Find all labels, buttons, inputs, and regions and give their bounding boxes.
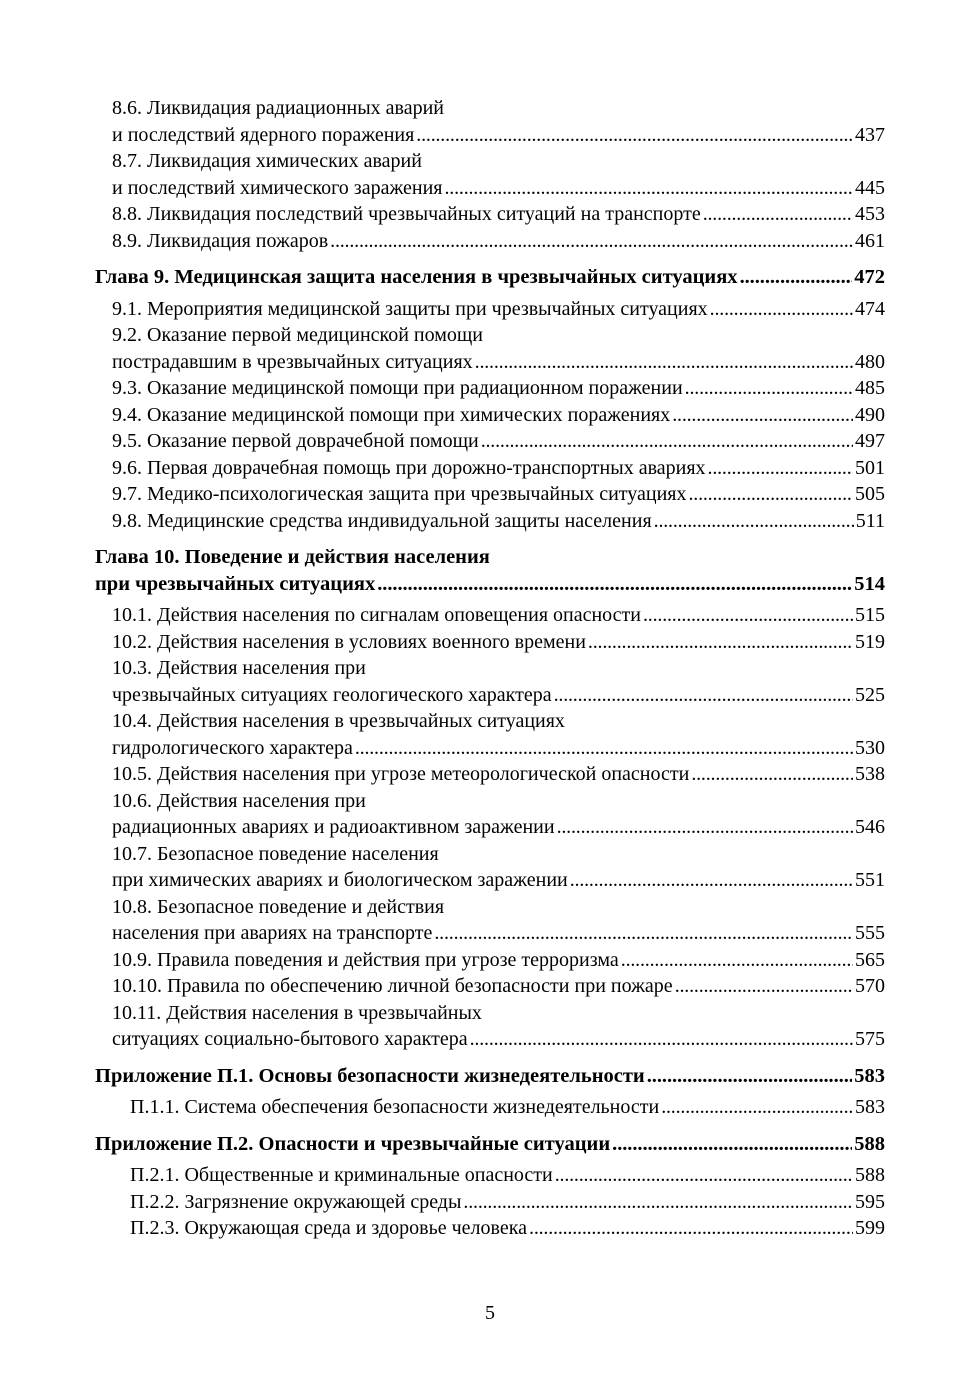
toc-page-number: 485 — [855, 377, 885, 399]
dot-leader — [588, 629, 853, 655]
toc-entry-title-line: 10.4. Действия населения в чрезвычайных ситуациях — [112, 710, 565, 732]
toc-page-number: 538 — [855, 763, 885, 785]
dot-leader — [643, 602, 853, 628]
toc-entry-title-line: 10.7. Безопасное поведение населения — [112, 843, 439, 865]
toc-entry-title-line: 10.3. Действия населения при — [112, 657, 366, 679]
toc-section-entry — [112, 973, 885, 999]
dot-leader — [672, 402, 853, 428]
toc-section-entry — [112, 349, 885, 375]
toc-section-entry — [112, 508, 885, 534]
dot-leader — [555, 1162, 853, 1188]
toc-page-number: 595 — [855, 1191, 885, 1213]
toc-section-entry — [112, 947, 885, 973]
dot-leader — [475, 349, 853, 375]
dot-leader — [416, 122, 853, 148]
toc-chapter-entry — [95, 1063, 885, 1089]
dot-leader — [570, 867, 853, 893]
page-number: 5 — [485, 1302, 495, 1324]
toc-entry-title: 9.8. Медицинские средства индивидуальной защиты населения — [112, 510, 652, 532]
toc-entry-title: 8.8. Ликвидация последствий чрезвычайных ситуаций на транспорте — [112, 203, 701, 225]
dot-leader — [708, 455, 853, 481]
toc-section-entry — [112, 455, 885, 481]
toc-entry-title: и последствий химического заражения — [112, 177, 443, 199]
dot-leader — [463, 1189, 853, 1215]
toc-page-number: 490 — [855, 404, 885, 426]
dot-leader — [470, 1026, 853, 1052]
toc-section-entry — [112, 735, 885, 761]
dot-leader — [557, 814, 853, 840]
toc-entry-title: радиационных авариях и радиоактивном заражении — [112, 816, 555, 838]
dot-leader — [621, 947, 853, 973]
toc-section-entry — [112, 201, 885, 227]
toc-page-number: 497 — [855, 430, 885, 452]
toc-page-number: 555 — [855, 922, 885, 944]
toc-entry-title: 9.6. Первая доврачебная помощь при дорожно-транспортных авариях — [112, 457, 706, 479]
toc-entry-title-line: Глава 10. Поведение и действия населения — [95, 546, 490, 568]
toc-page-number: 514 — [854, 573, 885, 595]
toc-section-entry — [112, 481, 885, 507]
toc-section-entry — [130, 1215, 885, 1241]
toc-entry-title-line: 9.2. Оказание первой медицинской помощи — [112, 324, 484, 346]
toc-section-entry — [112, 122, 885, 148]
toc-entry-title: 9.4. Оказание медицинской помощи при химических поражениях — [112, 404, 671, 426]
toc-section-entry — [112, 375, 885, 401]
toc-entry-title: Глава 9. Медицинская защита населения в чрезвычайных ситуациях — [95, 266, 738, 288]
dot-leader — [740, 264, 853, 290]
toc-section-entry — [112, 602, 885, 628]
toc-page-number: 511 — [855, 510, 885, 532]
toc-entry-title-line: 8.7. Ликвидация химических аварий — [112, 150, 422, 172]
toc-entry-title: чрезвычайных ситуациях геологического характера — [112, 684, 552, 706]
toc-section-entry — [112, 761, 885, 787]
toc-entry-title: П.2.3. Окружающая среда и здоровье человека — [130, 1217, 528, 1239]
toc-entry-title: 9.3. Оказание медицинской помощи при радиационном поражении — [112, 377, 683, 399]
toc-page-number: 575 — [855, 1028, 885, 1050]
dot-leader — [688, 481, 853, 507]
toc-page-number: 472 — [854, 266, 885, 288]
toc-page-number: 588 — [854, 1133, 885, 1155]
toc-entry-title-line: 10.8. Безопасное поведение и действия — [112, 896, 445, 918]
dot-leader — [685, 375, 853, 401]
dot-leader — [675, 973, 853, 999]
toc-entry-title: гидрологического характера — [112, 737, 353, 759]
toc-entry-title-line: 10.11. Действия населения в чрезвычайных — [112, 1002, 482, 1024]
toc-page-number: 588 — [855, 1164, 885, 1186]
toc-entry-title: при химических авариях и биологическом заражении — [112, 869, 568, 891]
toc-entry-title: и последствий ядерного поражения — [112, 124, 415, 146]
toc-page-number: 583 — [855, 1096, 885, 1118]
toc-section-entry — [112, 629, 885, 655]
dot-leader — [377, 571, 852, 597]
dot-leader — [612, 1131, 852, 1157]
toc-section-entry — [112, 920, 885, 946]
toc-page-number: 565 — [855, 949, 885, 971]
toc-section-entry — [112, 682, 885, 708]
toc-chapter-entry — [95, 264, 885, 290]
toc-chapter-entry — [95, 1131, 885, 1157]
toc-page-number: 599 — [855, 1217, 885, 1239]
toc-page-number: 445 — [855, 177, 885, 199]
toc-entry-title: 10.1. Действия населения по сигналам оповещения опасности — [112, 604, 641, 626]
toc-page-number: 480 — [855, 351, 885, 373]
toc-page-number: 570 — [855, 975, 885, 997]
toc-section-entry — [112, 296, 885, 322]
toc-page-number: 501 — [855, 457, 885, 479]
dot-leader — [710, 296, 853, 322]
toc-section-entry — [112, 175, 885, 201]
toc-chapter-entry — [95, 571, 885, 597]
dot-leader — [481, 428, 853, 454]
toc-page-number: 525 — [855, 684, 885, 706]
toc-section-entry — [112, 1026, 885, 1052]
toc-section-entry — [130, 1162, 885, 1188]
dot-leader — [330, 228, 853, 254]
toc-entry-title: П.1.1. Система обеспечения безопасности жизнедеятельности — [130, 1096, 660, 1118]
toc-section-entry — [112, 428, 885, 454]
dot-leader — [355, 735, 853, 761]
toc-page-number: 530 — [855, 737, 885, 759]
toc-entry-title: пострадавшим в чрезвычайных ситуациях — [112, 351, 473, 373]
toc-page-number: 453 — [855, 203, 885, 225]
toc-page-number: 474 — [855, 298, 885, 320]
dot-leader — [554, 682, 853, 708]
toc-entry-title: при чрезвычайных ситуациях — [95, 573, 376, 595]
toc-entry-title-line: 8.6. Ликвидация радиационных аварий — [112, 97, 445, 119]
toc-section-entry — [112, 402, 885, 428]
dot-leader — [654, 508, 854, 534]
dot-leader — [529, 1215, 853, 1241]
toc-page-number: 515 — [855, 604, 885, 626]
toc-entry-title: 9.5. Оказание первой доврачебной помощи — [112, 430, 479, 452]
toc-section-entry — [112, 228, 885, 254]
toc-entry-title: Приложение П.1. Основы безопасности жизнедеятельности — [95, 1065, 645, 1087]
toc-entry-title: П.2.2. Загрязнение окружающей среды — [130, 1191, 462, 1213]
toc-entry-title: П.2.1. Общественные и криминальные опасности — [130, 1164, 553, 1186]
dot-leader — [445, 175, 854, 201]
toc-page-number: 519 — [855, 631, 885, 653]
toc-entry-title-line: 10.6. Действия населения при — [112, 790, 366, 812]
toc-page-number: 437 — [855, 124, 885, 146]
toc-section-entry — [112, 867, 885, 893]
toc-entry-title: 10.2. Действия населения в условиях военного времени — [112, 631, 586, 653]
toc-page-number: 546 — [855, 816, 885, 838]
toc-entry-title: Приложение П.2. Опасности и чрезвычайные ситуации — [95, 1133, 611, 1155]
toc-section-entry — [112, 814, 885, 840]
dot-leader — [703, 201, 853, 227]
dot-leader — [691, 761, 853, 787]
dot-leader — [647, 1063, 853, 1089]
dot-leader — [434, 920, 853, 946]
toc-page-number: 461 — [855, 230, 885, 252]
toc-entry-title: ситуациях социально-бытового характера — [112, 1028, 468, 1050]
toc-entry-title: 10.10. Правила по обеспечению личной безопасности при пожаре — [112, 975, 673, 997]
dot-leader — [661, 1094, 853, 1120]
toc-entry-title: 8.9. Ликвидация пожаров — [112, 230, 329, 252]
toc-section-entry — [130, 1189, 885, 1215]
toc-entry-title: населения при авариях на транспорте — [112, 922, 433, 944]
toc-page-number: 583 — [854, 1065, 885, 1087]
toc-section-entry — [130, 1094, 885, 1120]
toc-entry-title: 10.9. Правила поведения и действия при угрозе терроризма — [112, 949, 619, 971]
toc-entry-title: 9.7. Медико-психологическая защита при чрезвычайных ситуациях — [112, 483, 687, 505]
toc-entry-title: 10.5. Действия населения при угрозе метеорологической опасности — [112, 763, 690, 785]
toc-page-number: 505 — [855, 483, 885, 505]
toc-page-number: 551 — [855, 869, 885, 891]
toc-entry-title: 9.1. Мероприятия медицинской защиты при чрезвычайных ситуациях — [112, 298, 708, 320]
